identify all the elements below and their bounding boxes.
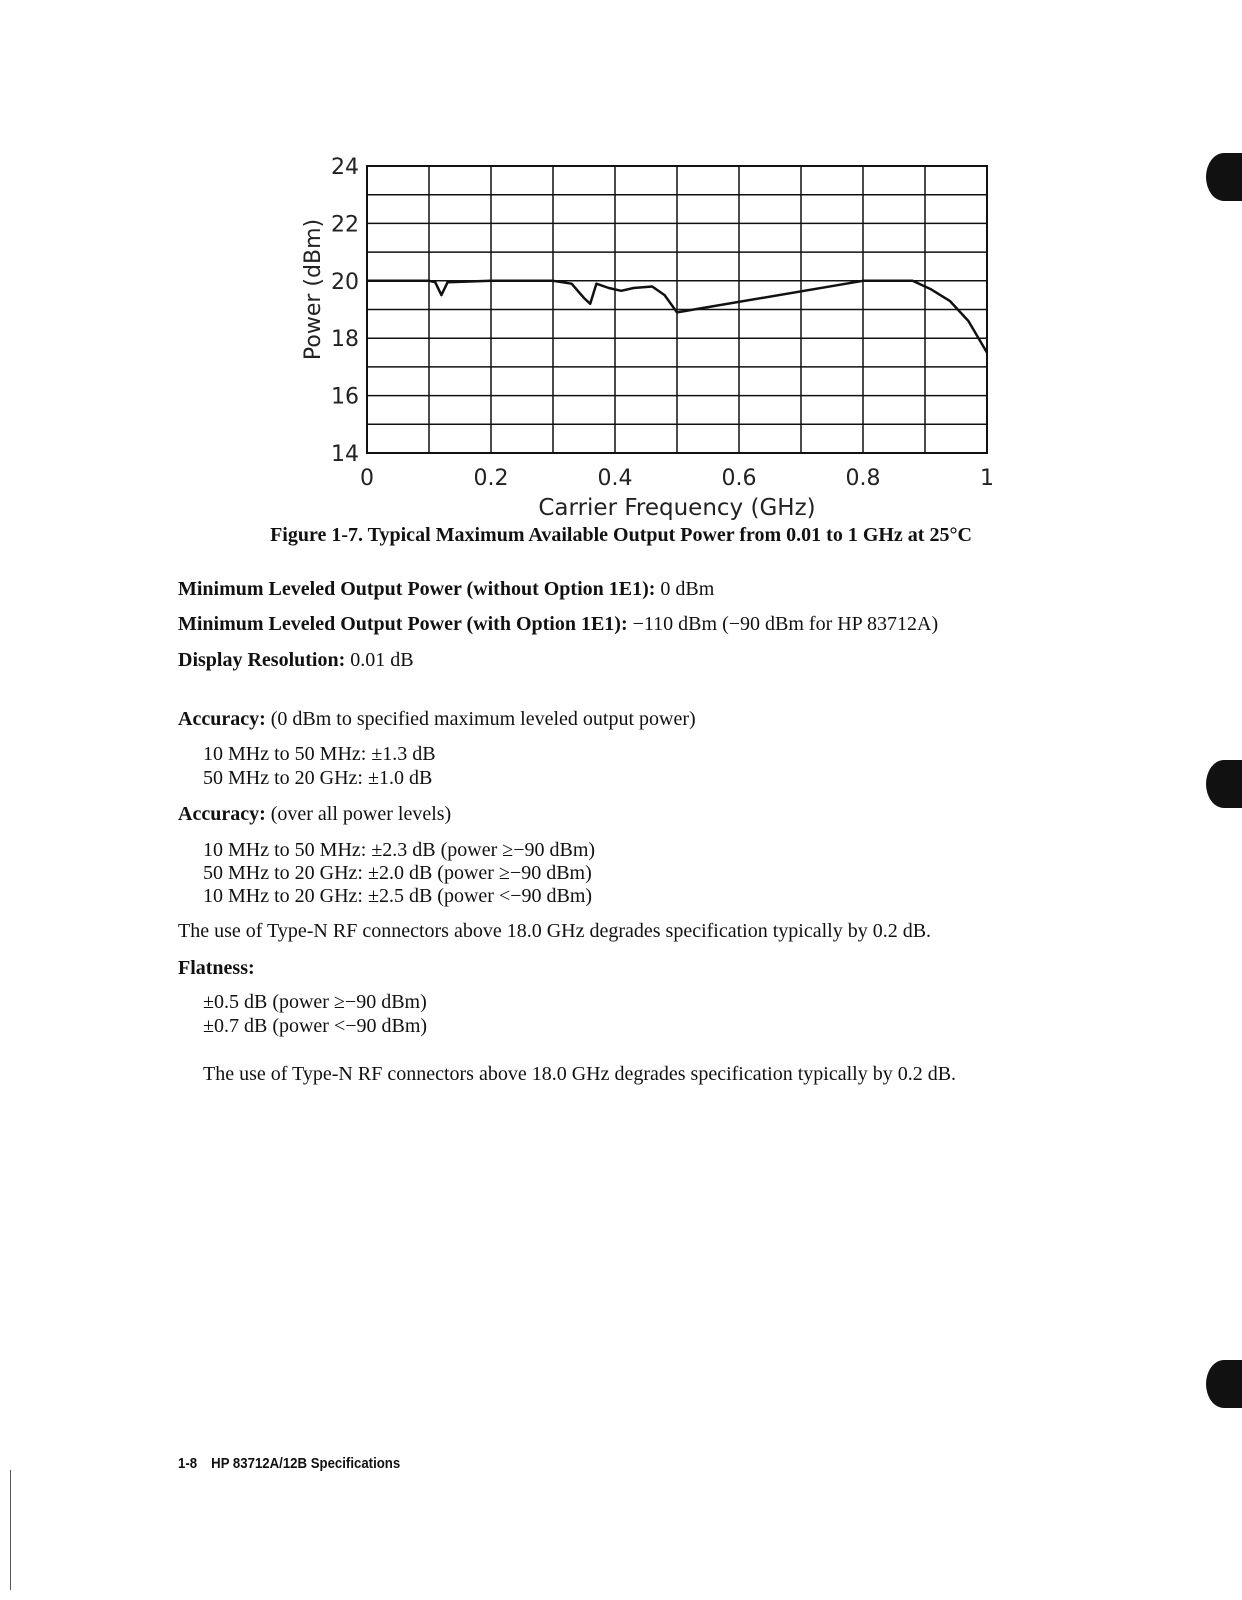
y-axis-label: Power (dBm) [301, 218, 326, 361]
binding-line [10, 1470, 11, 1590]
accuracy-1-line [178, 708, 696, 731]
min-level-option-label: Minimum Leveled Output Power (with Option 1E1): [178, 613, 628, 635]
footer-title: HP 83712A/12B Specifications [211, 1455, 401, 1472]
page-tab-marker [1206, 153, 1242, 201]
flatness-item: ±0.7 dB (power <−90 dBm) [203, 1015, 428, 1037]
x-tick-label: 0.6 [721, 466, 757, 491]
accuracy-2-label: Accuracy: [178, 803, 266, 825]
x-axis-label: Carrier Frequency (GHz) [538, 495, 816, 521]
y-tick-label: 24 [331, 155, 359, 180]
accuracy-2-value: (over all power levels) [270, 803, 452, 825]
accuracy-1-item: 10 MHz to 50 MHz: ±1.3 dB [203, 743, 436, 765]
y-tick-label: 16 [331, 384, 359, 410]
connector-note-1: The use of Type-N RF connectors above 18.0 GHz degrades specification typically by 0.2 dB. [178, 920, 932, 942]
display-resolution-value: 0.01 dB [350, 649, 414, 671]
min-level-no-option-value: 0 dBm [660, 578, 715, 600]
min-level-option-line [178, 613, 938, 636]
display-resolution-line [178, 649, 414, 672]
page-number: 1-8 [178, 1455, 198, 1472]
accuracy-2-item: 10 MHz to 20 GHz: ±2.5 dB (power <−90 dBm) [203, 885, 593, 907]
accuracy-1-label: Accuracy: [178, 708, 266, 730]
accuracy-2-item: 10 MHz to 50 MHz: ±2.3 dB (power ≥−90 dBm) [203, 839, 596, 861]
display-resolution-label: Display Resolution: [178, 649, 346, 671]
x-tick-label: 1 [980, 466, 994, 491]
connector-note-2: The use of Type-N RF connectors above 18.0 GHz degrades specification typically by 0.2 dB. [203, 1063, 957, 1085]
min-level-no-option-label: Minimum Leveled Output Power (without Option 1E1): [178, 578, 656, 600]
accuracy-1-item: 50 MHz to 20 GHz: ±1.0 dB [203, 767, 433, 789]
y-tick-label: 20 [331, 269, 359, 295]
x-tick-label: 0.4 [597, 466, 633, 491]
page-tab-marker [1206, 1360, 1242, 1408]
y-tick-label: 18 [331, 327, 359, 353]
page-tab-marker [1206, 760, 1242, 808]
y-tick-label: 14 [331, 442, 359, 467]
x-tick-label: 0 [360, 466, 374, 491]
figure-caption: Figure 1-7. Typical Maximum Available Output Power from 0.01 to 1 GHz at 25°C [270, 524, 972, 546]
min-level-option-value: −110 dBm (−90 dBm for HP 83712A) [632, 613, 939, 635]
min-level-no-option-line [178, 578, 714, 601]
page-footer [178, 1455, 400, 1472]
x-tick-label: 0.2 [473, 466, 509, 491]
y-tick-label: 22 [331, 212, 359, 238]
chart-svg [280, 150, 1020, 530]
accuracy-2-line [178, 803, 451, 826]
power-chart [280, 150, 1020, 530]
accuracy-1-value: (0 dBm to specified maximum leveled output power) [270, 708, 696, 730]
flatness-heading [178, 957, 255, 980]
flatness-label: Flatness: [178, 957, 255, 979]
flatness-item: ±0.5 dB (power ≥−90 dBm) [203, 991, 427, 1013]
x-tick-label: 0.8 [845, 466, 881, 491]
accuracy-2-item: 50 MHz to 20 GHz: ±2.0 dB (power ≥−90 dBm) [203, 862, 592, 884]
